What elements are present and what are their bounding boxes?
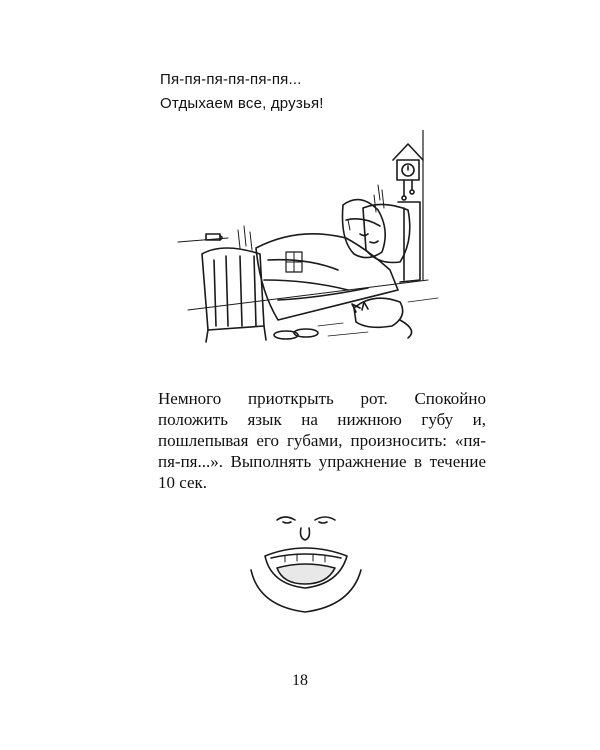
cat-icon (352, 298, 412, 338)
verse (160, 68, 324, 116)
page-number: 18 (292, 672, 308, 689)
verse-line-1: Пя-пя-пя-пя-пя-пя... (160, 71, 302, 88)
exercise-instruction: Немного приоткрыть рот. Спокойно положить язык на нижнюю губу и, пошлепывая его губами, произносить: «пя-пя-пя...». Выполнять упражнение в течение 10 сек. (158, 389, 486, 492)
sleeping-in-bed-illustration (168, 130, 448, 345)
open-mouth-face-illustration (235, 500, 375, 620)
verse-line-2: Отдыхаем все, друзья! (160, 95, 324, 112)
cuckoo-clock-icon (393, 144, 423, 200)
slippers-icon (274, 329, 318, 339)
